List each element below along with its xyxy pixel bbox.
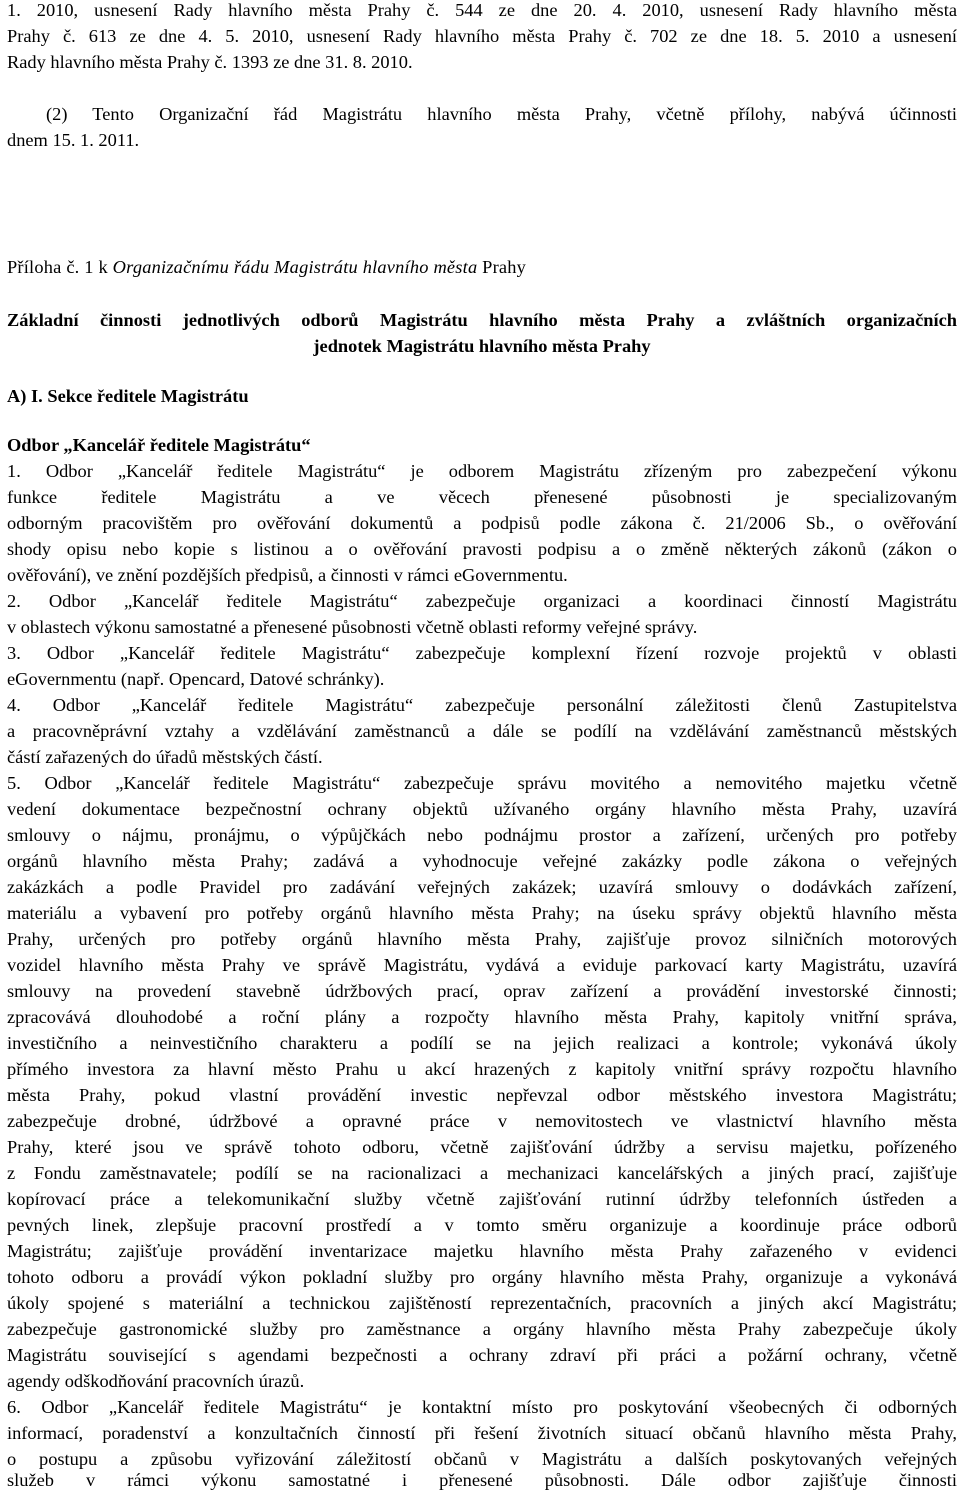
item-5-line-4: orgánů hlavního města Prahy; zadává a vyhodnocuje veřejné zakázky podle zákona o veřejných (7, 851, 957, 871)
item-4-line-2: a pracovněprávní vztahy a vzdělávání zaměstnanců a dále se podílí na vzdělávání zaměstnanců městských (7, 721, 957, 741)
item-5-line-7: Prahy, určených pro potřeby orgánů hlavního města Prahy, zajišťuje provoz silničních motorových (7, 929, 957, 949)
item-1-line-2: funkce ředitele Magistrátu a ve věcech přenesené působnosti je specializovaným (7, 487, 957, 507)
item-6-line-2: informací, poradenství a konzultačních činností při řešení životních situací občanů hlavního města Prahy, (7, 1423, 957, 1443)
department-heading: Odbor „Kancelář ředitele Magistrátu“ (7, 435, 311, 455)
item-6-line-3: o postupu a způsobu vyřizování záležitostí občanů v Magistrátu a dalších poskytovaných veřejných (7, 1449, 957, 1469)
item-5-line-14: zabezpečuje drobné, údržbové a opravné práce v nemovitostech ve vlastnictví hlavního města (7, 1111, 957, 1131)
item-5-line-24: agendy odškodňování pracovních úrazů. (7, 1371, 305, 1391)
effect-line-2: dnem 15. 1. 2011. (7, 130, 140, 150)
item-3-line-1: 3. Odbor „Kancelář ředitele Magistrátu“ zabezpečuje komplexní řízení rozvoje projektů v oblasti (7, 643, 957, 663)
annex-title (7, 254, 526, 280)
annex-suffix: Prahy (477, 257, 527, 277)
item-5-line-9: smlouvy na provedení stavebně údržbových prací, oprav zařízení a provádění investorské činnosti; (7, 981, 957, 1001)
item-5-line-11: investičního a neinvestičního charakteru a podílí se na jejich realizaci a kontrole; vykonává úkoly (7, 1033, 957, 1053)
main-title-line-1: Základní činnosti jednotlivých odborů Magistrátu hlavního města Prahy a zvláštních organizačních (7, 310, 957, 330)
item-4-line-3: částí zařazených do úřadů městských částí. (7, 747, 323, 767)
item-5-line-12: přímého investora za hlavní město Prahu u akcí hrazených z kapitoly vnitřní správy rozpočtu hlavního (7, 1059, 957, 1079)
item-4-line-1: 4. Odbor „Kancelář ředitele Magistrátu“ zabezpečuje personální záležitosti členů Zastupitelstva (7, 695, 957, 715)
intro-line-3: Rady hlavního města Prahy č. 1393 ze dne 31. 8. 2010. (7, 52, 413, 72)
section-heading: A) I. Sekce ředitele Magistrátu (7, 386, 249, 406)
item-6-line-1: 6. Odbor „Kancelář ředitele Magistrátu“ je kontaktní místo pro poskytování všeobecných či odborných (7, 1397, 957, 1417)
intro-line-1: 1. 2010, usnesení Rady hlavního města Prahy č. 544 ze dne 20. 4. 2010, usnesení Rady hlavního města (7, 0, 957, 20)
item-1-line-5: ověřování), ve znění pozdějších předpisů, a činnosti v rámci eGovernmentu. (7, 565, 568, 585)
item-5-line-23: Magistrátu související s agendami bezpečnosti a ochrany zdraví při práci a požární ochrany, včetně (7, 1345, 957, 1365)
item-5-line-17: kopírovací práce a telekomunikační služby včetně zajišťování rutinní údržby telefonních ústředen a (7, 1189, 957, 1209)
item-1-line-1: 1. Odbor „Kancelář ředitele Magistrátu“ je odborem Magistrátu zřízeným pro zabezpečení výkonu (7, 461, 957, 481)
item-5-line-6: materiálu a vybavení pro potřeby orgánů hlavního města Prahy; na úseku správy objektů hlavního města (7, 903, 957, 923)
item-5-line-2: vedení dokumentace bezpečnostní ochrany objektů užívaného orgány hlavního města Prahy, uzavírá (7, 799, 957, 819)
item-5-line-15: Prahy, které jsou ve správě tohoto odboru, včetně zajišťování údržby a servisu majetku, pořízeného (7, 1137, 957, 1157)
item-5-line-19: Magistrátu; zajišťuje provádění inventarizace majetku hlavního města Prahy zařazeného v evidenci (7, 1241, 957, 1261)
annex-italic: Organizačnímu řádu Magistrátu hlavního města (112, 257, 478, 277)
item-5-line-13: města Prahy, pokud vlastní provádění investic nepřevzal odbor městského investora Magistrátu; (7, 1085, 957, 1105)
item-5-line-3: smlouvy o nájmu, pronájmu, o výpůjčkách nebo podnájmu prostor a zařízení, určených pro potřeby (7, 825, 957, 845)
item-5-line-10: zpracovává dlouhodobé a roční plány a rozpočty hlavního města Prahy, kapitoly vnitřní správa, (7, 1007, 957, 1027)
item-5-line-21: úkoly spojené s materiální a technickou zajištěností reprezentačních, pracovních a jiných akcí Magistrátu; (7, 1293, 957, 1313)
item-3-line-2: eGovernmentu (např. Opencard, Datové schránky). (7, 669, 385, 689)
effect-line-1: (2) Tento Organizační řád Magistrátu hlavního města Prahy, včetně přílohy, nabývá účinnosti (46, 104, 957, 124)
item-1-line-3: odborným pracovištěm pro ověřování dokumentů a podpisů podle zákona č. 21/2006 Sb., o ověřování (7, 513, 957, 533)
item-2-line-2: v oblastech výkonu samostatné a přenesené působnosti včetně oblasti reformy veřejné správy. (7, 617, 698, 637)
item-5-line-16: z Fondu zaměstnavatele; podílí se na racionalizaci a mechanizaci kancelářských a jiných prací, zajišťuje (7, 1163, 957, 1183)
intro-line-2: Prahy č. 613 ze dne 4. 5. 2010, usnesení Rady hlavního města Prahy č. 702 ze dne 18. 5. 2010 a usnesení (7, 26, 957, 46)
item-5-line-20: tohoto odboru a provádí výkon pokladní služby pro orgány hlavního města Prahy, organizuje a vykonává (7, 1267, 957, 1287)
main-title-line-2: jednotek Magistrátu hlavního města Prahy (313, 336, 651, 356)
item-1-line-4: shody opisu nebo kopie s listinou a o ověřování pravosti podpisu a o změně některých zákonů (zákon o (7, 539, 957, 559)
item-5-line-22: zabezpečuje gastronomické služby pro zaměstnance a orgány hlavního města Prahy zabezpečuje úkoly (7, 1319, 957, 1339)
item-5-line-1: 5. Odbor „Kancelář ředitele Magistrátu“ zabezpečuje správu movitého a nemovitého majetku včetně (7, 773, 957, 793)
item-5-line-18: pevných linek, zlepšuje pracovní prostředí a v tomto směru organizuje a koordinuje práce odborů (7, 1215, 957, 1235)
item-2-line-1: 2. Odbor „Kancelář ředitele Magistrátu“ zabezpečuje organizaci a koordinaci činností Magistrátu (7, 591, 957, 611)
item-5-line-5: zakázkách a podle Pravidel pro zadávání veřejných zakázek; uzavírá smlouvy o dodávkách zařízení, (7, 877, 957, 897)
item-5-line-8: vozidel hlavního města Prahy ve správě Magistrátu, vydává a eviduje parkovací karty Magistrátu, uzavírá (7, 955, 957, 975)
annex-prefix: Příloha č. 1 k (7, 257, 113, 277)
item-6-line-4: služeb v rámci výkonu samostatné i přenesené působnosti. Dále odbor zajišťuje činnosti (7, 1470, 957, 1490)
